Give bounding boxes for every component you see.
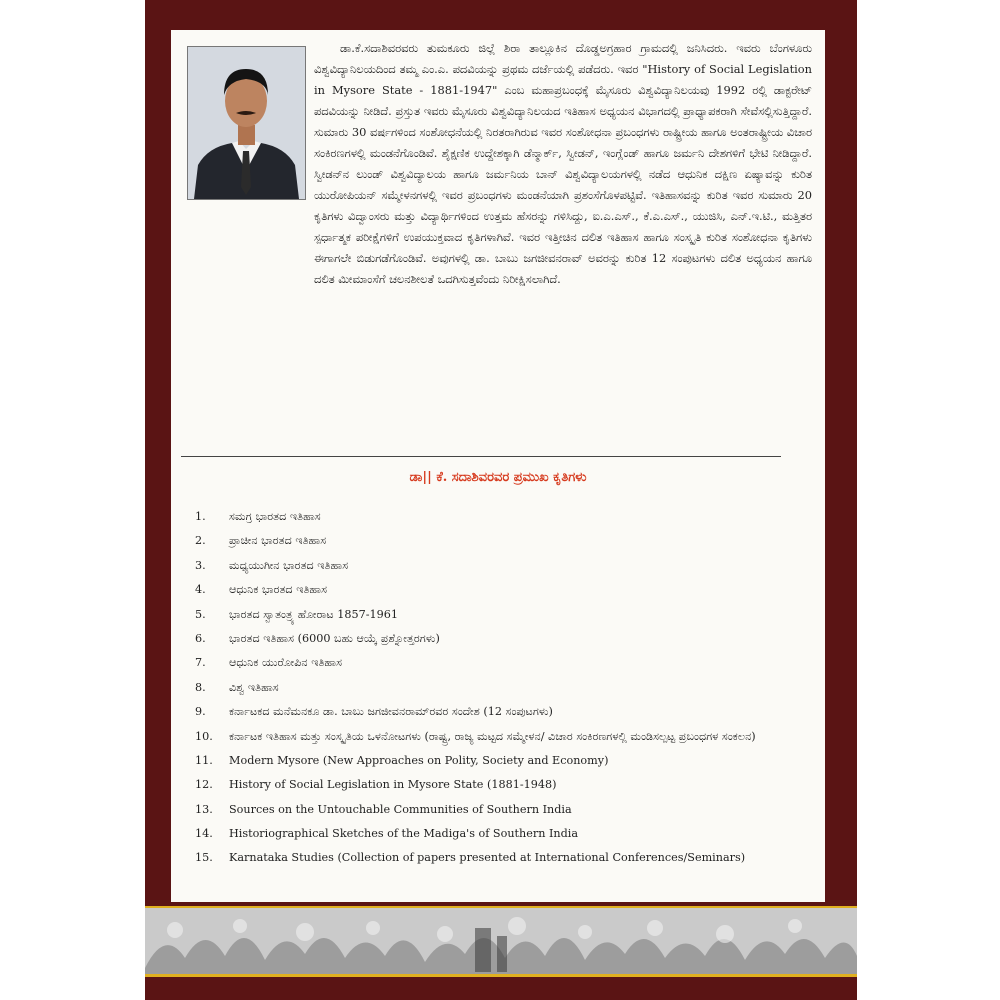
author-photo bbox=[187, 46, 306, 200]
work-title: ಭಾರತದ ಸ್ವಾತಂತ್ರ್ಯ ಹೋರಾಟ 1857-1961 bbox=[229, 607, 398, 621]
work-title: ಪ್ರಾಚೀನ ಭಾರತದ ಇತಿಹಾಸ bbox=[229, 534, 327, 548]
work-number: 2. bbox=[195, 534, 206, 548]
work-number: 7. bbox=[195, 656, 206, 670]
work-item bbox=[195, 776, 815, 793]
work-number: 9. bbox=[195, 705, 206, 719]
work-title: Sources on the Untouchable Communities of Southern India bbox=[229, 802, 572, 816]
work-item bbox=[195, 532, 815, 549]
section-divider bbox=[181, 456, 781, 457]
work-item bbox=[195, 606, 815, 623]
work-item bbox=[195, 508, 815, 525]
decorative-border-bottom bbox=[145, 974, 857, 977]
work-title: ಆಧುನಿಕ ಯುರೋಪಿನ ಇತಿಹಾಸ bbox=[229, 656, 343, 670]
work-item bbox=[195, 801, 815, 818]
work-number: 3. bbox=[195, 558, 206, 572]
work-item bbox=[195, 728, 815, 745]
work-item bbox=[195, 703, 815, 720]
work-item bbox=[195, 654, 815, 671]
work-title: ಕರ್ನಾಟಕ ಇತಿಹಾಸ ಮತ್ತು ಸಂಸ್ಕೃತಿಯ ಒಳನೋಟಗಳು (ರಾಷ್ಟ್ರ, ರಾಜ್ಯ ಮಟ್ಟದ ಸಮ್ಮೇಳನ/ ವಿಚಾರ ಸಂಕಿರಣಗಳಲ್ಲಿ ಮಂಡಿಸಲ್ಪಟ್ಟ ಪ್ರಬಂಧಗಳ ಸಂಕಲನ) bbox=[229, 729, 756, 743]
work-item bbox=[195, 849, 815, 866]
work-title: History of Social Legislation in Mysore State (1881-1948) bbox=[229, 778, 557, 792]
work-number: 8. bbox=[195, 680, 206, 694]
work-title: ಕರ್ನಾಟಕದ ಮನೆಮನಕೂ ಡಾ. ಬಾಬು ಜಗಜೀವನರಾಮ್‌ರವರ ಸಂದೇಶ (12 ಸಂಪುಟಗಳು) bbox=[229, 705, 553, 719]
work-number: 10. bbox=[195, 729, 213, 743]
work-item bbox=[195, 679, 815, 696]
work-number: 13. bbox=[195, 802, 213, 816]
works-list bbox=[195, 508, 815, 874]
work-item bbox=[195, 825, 815, 842]
work-number: 4. bbox=[195, 583, 206, 597]
author-biography: ಡಾ.ಕೆ.ಸದಾಶಿವರವರು ತುಮಕೂರು ಜಿಲ್ಲೆ ಶಿರಾ ತಾಲ್ಲೂಕಿನ ದೊಡ್ಡಅಗ್ರಹಾರ ಗ್ರಾಮದಲ್ಲಿ ಜನಿಸಿದರು. ಇವರು ಬೆಂಗಳೂರು ವಿಶ್ವವಿದ್ಯಾನಿಲಯದಿಂದ ತಮ್ಮ ಎಂ.ಎ. ಪದವಿಯನ್ನು ಪ್ರಥಮ ದರ್ಜೆಯಲ್ಲಿ ಪಡೆದರು. ಇವರ "History of Social Legislation in Mysore State - 1881-1947" ಎಂಬ ಮಹಾಪ್ರಬಂಧಕ್ಕೆ ಮೈಸೂರು ವಿಶ್ವವಿದ್ಯಾನಿಲಯವು 1992 ರಲ್ಲಿ ಡಾಕ್ಟರೇಟ್ ಪದವಿಯನ್ನು ನೀಡಿದೆ. ಪ್ರಸ್ತುತ ಇವರು ಮೈಸೂರು ವಿಶ್ವವಿದ್ಯಾನಿಲಯದ ಇತಿಹಾಸ ಅಧ್ಯಯನ ವಿಭಾಗದಲ್ಲಿ ಪ್ರಾಧ್ಯಾಪಕರಾಗಿ ಸೇವೆಸಲ್ಲಿಸುತ್ತಿದ್ದಾರೆ. ಸುಮಾರು 30 ವರ್ಷಗಳಿಂದ ಸಂಶೋಧನೆಯಲ್ಲಿ ನಿರತರಾಗಿರುವ ಇವರ ಸಂಶೋಧನಾ ಪ್ರಬಂಧಗಳು ರಾಷ್ಟ್ರೀಯ ಹಾಗೂ ಅಂತರಾಷ್ಟ್ರೀಯ ವಿಚಾರ ಸಂಕಿರಣಗಳಲ್ಲಿ ಮಂಡನೆಗೊಂಡಿವೆ. ಶೈಕ್ಷಣಿಕ ಉದ್ದೇಶಕ್ಕಾಗಿ ಡೆನ್ಮಾರ್ಕ್, ಸ್ವೀಡನ್, ಇಂಗ್ಲೆಂಡ್ ಹಾಗೂ ಜರ್ಮನಿ ದೇಶಗಳಿಗೆ ಭೇಟಿ ನೀಡಿದ್ದಾರೆ. ಸ್ವೀಡನ್‌ನ ಲುಂಡ್ ವಿಶ್ವವಿದ್ಯಾಲಯ ಹಾಗೂ ಜರ್ಮನಿಯ ಬಾನ್ ವಿಶ್ವವಿದ್ಯಾಲಯಗಳಲ್ಲಿ ನಡೆದ ಆಧುನಿಕ ದಕ್ಷಿಣ ಏಷ್ಯಾವನ್ನು ಕುರಿತ ಯುರೋಪಿಯನ್ ಸಮ್ಮೇಳನಗಳಲ್ಲಿ ಇವರ ಪ್ರಬಂಧಗಳು ಮಂಡನೆಯಾಗಿ ಪ್ರಶಂಸೆಗೊಳಪಟ್ಟಿವೆ. ಇತಿಹಾಸವನ್ನು ಕುರಿತ ಇವರ ಸುಮಾರು 20 ಕೃತಿಗಳು ವಿದ್ವಾಂಸರು ಮತ್ತು ವಿದ್ಯಾರ್ಥಿಗಳಿಂದ ಉತ್ತಮ ಹೆಸರನ್ನು ಗಳಿಸಿದ್ದು, ಐ.ಎ.ಎಸ್., ಕೆ.ಎ.ಎಸ್., ಯುಜಿಸಿ, ಎನ್.ಇ.ಟಿ., ಮತ್ತಿತರ ಸ್ಪರ್ಧಾತ್ಮಕ ಪರೀಕ್ಷೆಗಳಿಗೆ ಉಪಯುಕ್ತವಾದ ಕೃತಿಗಳಾಗಿವೆ. ಇವರ ಇತ್ತೀಚಿನ ದಲಿತ ಇತಿಹಾಸ ಹಾಗೂ ಸಂಸ್ಕೃತಿ ಕುರಿತ ಸಂಶೋಧನಾ ಕೃತಿಗಳು ಈಗಾಗಲೇ ಬಿಡುಗಡೆಗೊಂಡಿವೆ. ಅವುಗಳಲ್ಲಿ ಡಾ. ಬಾಬು ಜಗಜೀವನರಾವ್ ಅವರನ್ನು ಕುರಿತ 12 ಸಂಪುಟಗಳು ದಲಿತ ಅಧ್ಯಯನ ಹಾಗೂ ದಲಿತ ಮೀಮಾಂಸೆಗೆ ಚಲನಶೀಲತೆ ಒದಗಿಸುತ್ತವೆಂದು ನಿರೀಕ್ಷಿಸಲಾಗಿದೆ. bbox=[314, 41, 812, 286]
work-item bbox=[195, 557, 815, 574]
content-panel bbox=[171, 30, 825, 902]
work-number: 6. bbox=[195, 631, 206, 645]
work-number: 15. bbox=[195, 851, 213, 865]
work-number: 5. bbox=[195, 607, 206, 621]
work-item bbox=[195, 752, 815, 769]
work-title: Historiographical Sketches of the Madiga's of Southern India bbox=[229, 827, 578, 841]
decorative-frieze bbox=[145, 908, 857, 976]
work-number: 14. bbox=[195, 827, 213, 841]
works-heading: ಡಾ|| ಕೆ. ಸದಾಶಿವರವರ ಪ್ರಮುಖ ಕೃತಿಗಳು bbox=[409, 470, 587, 485]
work-title: ಭಾರತದ ಇತಿಹಾಸ (6000 ಬಹು ಆಯ್ಕೆ ಪ್ರಶ್ನೋತ್ತರಗಳು) bbox=[229, 631, 440, 645]
work-item bbox=[195, 581, 815, 598]
work-number: 1. bbox=[195, 510, 206, 523]
work-title: ಸಮಗ್ರ ಭಾರತದ ಇತಿಹಾಸ bbox=[229, 510, 321, 523]
work-title: ಮಧ್ಯಯುಗೀನ ಭಾರತದ ಇತಿಹಾಸ bbox=[229, 558, 349, 572]
work-item bbox=[195, 630, 815, 647]
work-title: Karnataka Studies (Collection of papers presented at International Conferences/Seminars) bbox=[229, 851, 746, 865]
work-title: ವಿಶ್ವ ಇತಿಹಾಸ bbox=[229, 680, 279, 694]
work-number: 12. bbox=[195, 778, 213, 792]
work-title: ಆಧುನಿಕ ಭಾರತದ ಇತಿಹಾಸ bbox=[229, 583, 328, 597]
work-number: 11. bbox=[195, 753, 213, 767]
work-title: Modern Mysore (New Approaches on Polity, Society and Economy) bbox=[229, 753, 609, 767]
